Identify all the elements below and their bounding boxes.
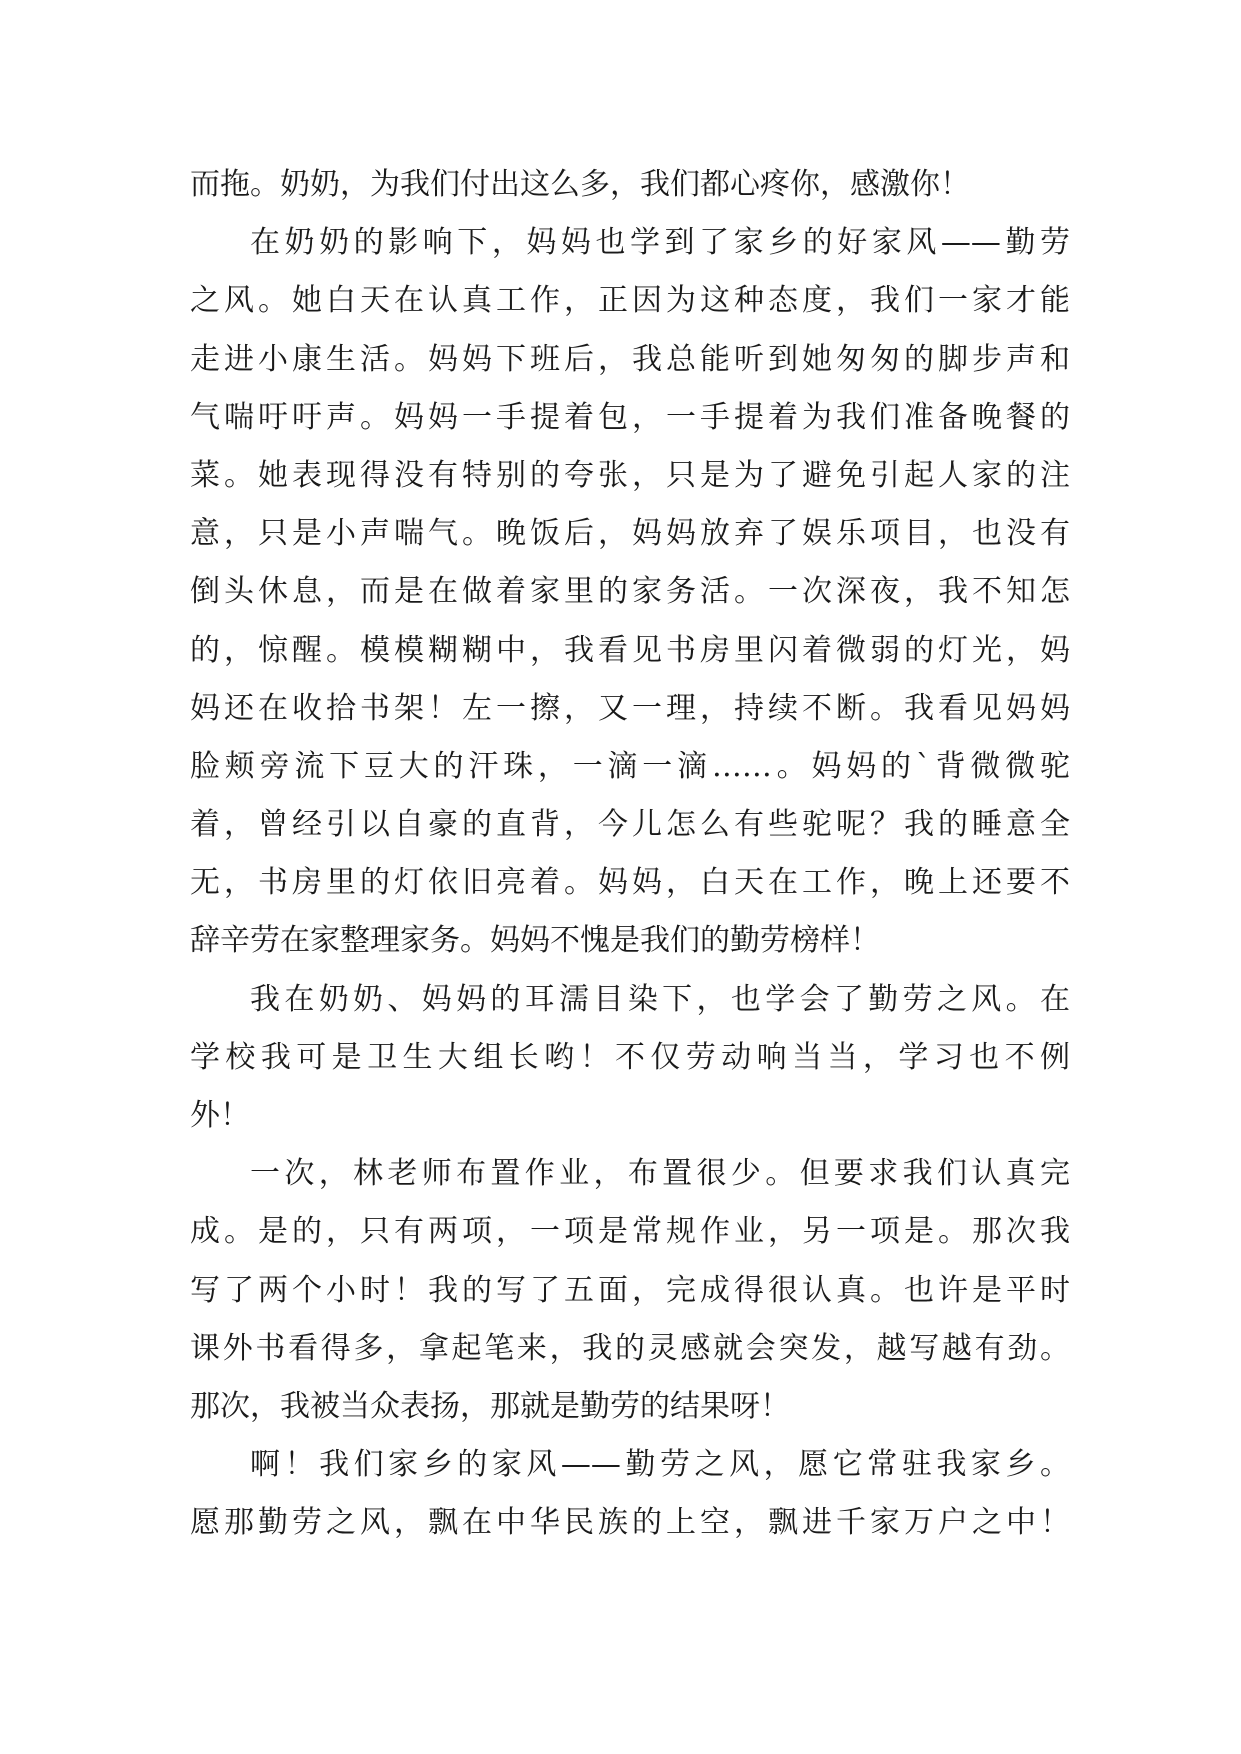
text-line: 那次，我被当众表扬，那就是勤劳的结果呀！ [190,1388,790,1424]
text-line: 走进小康生活。妈妈下班后，我总能听到她匆匆的脚步声和 [190,341,1070,377]
text-line: 我在奶奶、妈妈的耳濡目染下，也学会了勤劳之风。在 [250,981,1070,1017]
text-line: 而拖。奶奶，为我们付出这么多，我们都心疼你，感激你！ [190,167,970,202]
text-line: 妈还在收拾书架！左一擦，又一理，持续不断。我看见妈妈 [190,690,1070,726]
text-line: 外！ [190,1098,250,1133]
text-line: 写了两个小时！我的写了五面，完成得很认真。也许是平时 [190,1272,1070,1308]
text-line: 意，只是小声喘气。晚饭后，妈妈放弃了娱乐项目，也没有 [190,516,1070,552]
text-line: 菜。她表现得没有特别的夸张，只是为了避免引起人家的注 [190,457,1070,493]
text-line: 着，曾经引以自豪的直背，今儿怎么有些驼呢？我的睡意全 [190,807,1070,843]
text-line: 啊！我们家乡的家风——勤劳之风，愿它常驻我家乡。 [250,1447,1070,1483]
text-line: 一次，林老师布置作业，布置很少。但要求我们认真完 [250,1156,1070,1192]
text-line: 愿那勤劳之风，飘在中华民族的上空，飘进千家万户之中！ [190,1505,1070,1541]
text-line: 学校我可是卫生大组长哟！不仅劳动响当当，学习也不例 [190,1039,1070,1075]
text-line: 课外书看得多，拿起笔来，我的灵感就会突发，越写越有劲。 [190,1330,1070,1366]
text-line: 无，书房里的灯依旧亮着。妈妈，白天在工作，晚上还要不 [190,865,1070,901]
text-line: 成。是的，只有两项，一项是常规作业，另一项是。那次我 [190,1214,1070,1250]
text-line: 的，惊醒。模模糊糊中，我看见书房里闪着微弱的灯光，妈 [190,632,1070,668]
text-line: 倒头休息，而是在做着家里的家务活。一次深夜，我不知怎 [190,574,1070,610]
text-line: 之风。她白天在认真工作，正因为这种态度，我们一家才能 [190,283,1070,319]
text-line: 气喘吁吁声。妈妈一手提着包，一手提着为我们准备晚餐的 [190,399,1070,435]
essay-body [190,156,1070,1553]
text-line: 脸颊旁流下豆大的汗珠，一滴一滴……。妈妈的`背微微驼 [190,748,1070,784]
text-line: 在奶奶的影响下，妈妈也学到了家乡的好家风——勤劳 [250,225,1070,261]
text-line: 辞辛劳在家整理家务。妈妈不愧是我们的勤劳榜样！ [190,923,880,959]
